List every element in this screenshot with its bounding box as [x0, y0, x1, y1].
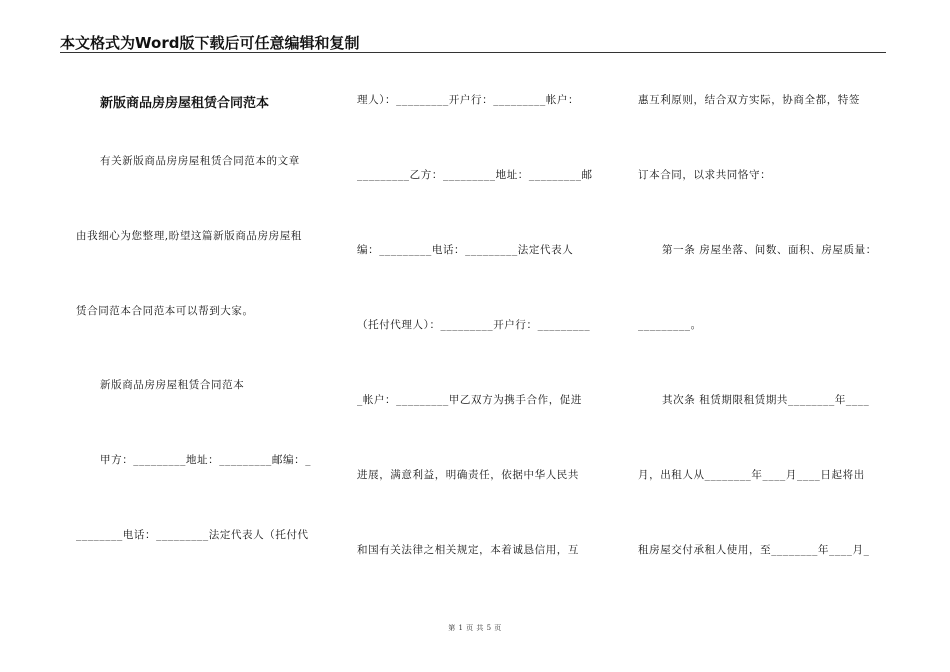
- text-line: 第一条 房屋坐落、间数、面积、房屋质量：: [662, 244, 877, 256]
- text-line: 有关新版商品房房屋租赁合同范本的文章: [100, 155, 300, 167]
- text-line: 其次条 租赁期限租赁期共________年____: [662, 394, 870, 406]
- text-line: _________。: [638, 319, 702, 331]
- text-line: 月，出租人从________年____月____日起将出: [638, 469, 865, 481]
- text-line: 订本合同，以求共同恪守：: [638, 169, 772, 181]
- text-line: 进展，满意利益，明确责任，依据中华人民共: [357, 469, 579, 481]
- header-divider: [60, 52, 886, 53]
- text-line: 新版商品房房屋租赁合同范本: [100, 379, 245, 391]
- document-banner: 本文格式为Word版下载后可任意编辑和复制: [60, 34, 360, 52]
- text-line: 和国有关法律之相关规定，本着诚恳信用，互: [357, 544, 579, 556]
- text-line: _________乙方：_________地址：_________邮: [357, 169, 593, 181]
- text-line: （托付代理人）：_________开户行：_________: [357, 319, 591, 331]
- text-line: 编：_________电话：_________法定代表人: [357, 244, 574, 256]
- text-line: 惠互利原则，结合双方实际，协商全都，特签: [638, 94, 860, 106]
- text-line: 理人）：_________开户行：_________帐户：: [357, 94, 580, 106]
- text-line: 租房屋交付承租人使用，至________年____月_: [638, 544, 870, 556]
- page-number: 第 1 页 共 5 页: [448, 624, 502, 632]
- text-line: 甲方：_________地址：_________邮编：_: [100, 454, 312, 466]
- text-line: _帐户：_________甲乙双方为携手合作，促进: [357, 394, 582, 406]
- document-title: 新版商品房房屋租赁合同范本: [100, 96, 270, 111]
- text-line: 由我细心为您整理,盼望这篇新版商品房房屋租: [76, 230, 302, 242]
- text-line: ________电话：_________法定代表人（托付代: [76, 529, 309, 541]
- text-line: 赁合同范本合同范本可以帮到大家。: [76, 305, 254, 317]
